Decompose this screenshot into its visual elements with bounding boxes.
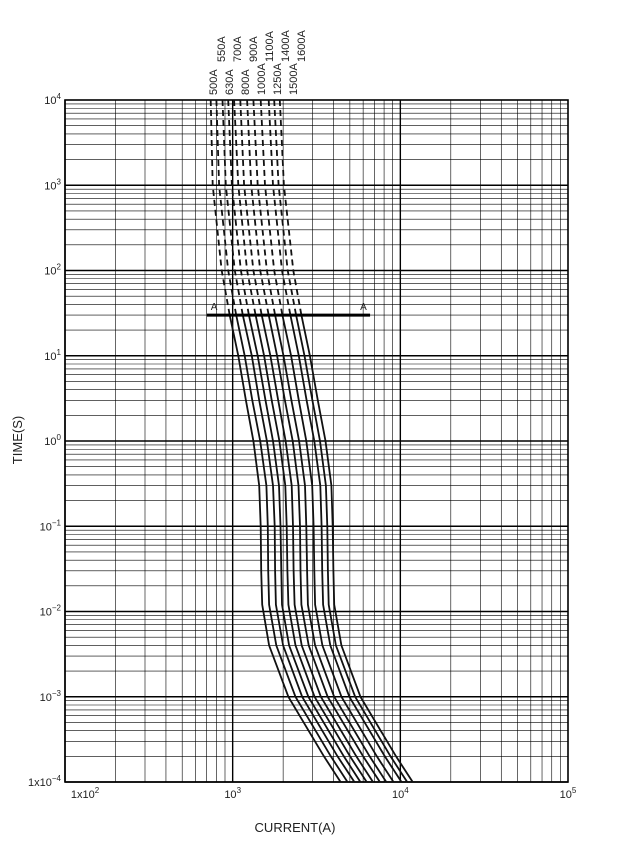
x-axis-title: CURRENT(A) [254,820,336,835]
series-label: 1400A [280,30,292,62]
x-tick-label: $10^4$ [391,786,409,801]
series-curve-dashed-1400A [269,100,291,315]
series-label: 900A [248,36,260,62]
series-label: 630A [224,69,236,95]
x-tick-labels [71,786,577,801]
x-tick-label: $1x10^2$ [70,786,100,801]
marker-label-right: A [360,302,367,314]
series-label: 700A [232,36,244,62]
y-axis-title: TIME(S) [10,415,25,465]
y-tick-label: $10^3$ [44,177,61,193]
series-label: 500A [208,69,220,95]
y-tick-label: $10^{-3}$ [39,688,61,704]
series-label: 1600A [296,30,308,62]
series-curve-1250A [282,315,393,782]
series-label: 1100A [264,31,276,62]
y-tick-label: $10^4$ [44,92,61,107]
y-tick-label: $10^0$ [44,433,61,448]
marker-label-left: A [210,302,218,314]
series-label: 550A [216,36,228,62]
y-tick-label: $10^1$ [44,347,61,363]
series-curve-dashed-1250A [261,100,283,315]
y-tick-label: $10^{-2}$ [39,603,61,619]
series-curve-dashed-500A [211,100,230,315]
series-label: 1000A [256,63,268,95]
x-tick-label: $10^5$ [559,786,577,801]
series-labels [208,30,308,95]
series-label: 1500A [288,63,300,95]
series-curve-dashed-1100A [253,100,275,315]
x-tick-label: $10^3$ [224,786,242,801]
series-label: 800A [240,69,252,95]
y-tick-label: $10^2$ [44,262,61,278]
y-tick-label: $1x10^{-4}$ [28,774,61,789]
chart-grid [65,100,568,782]
y-tick-labels [28,92,62,789]
y-tick-label: $10^{-1}$ [39,518,61,534]
series-label: 1250A [272,63,284,95]
